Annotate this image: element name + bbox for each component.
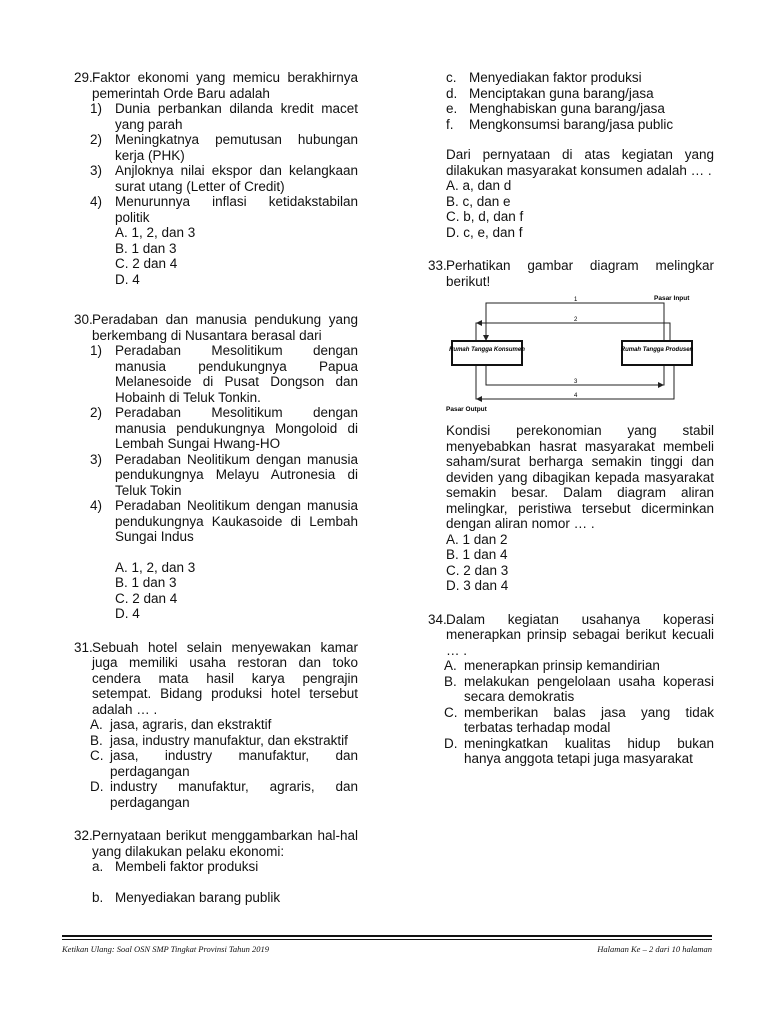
answer-list: [76, 717, 358, 810]
question-number: 34.: [428, 611, 447, 627]
answer-list: [430, 658, 714, 767]
question-number: 32.: [74, 828, 93, 843]
pasar-input-label: Pasar Input: [654, 295, 690, 302]
statement-item: 1) Dunia perbankan dilanda kredit macet yang parah: [90, 101, 358, 132]
answer-option: D. industry manufaktur, agraris, dan perdagangan: [90, 779, 358, 810]
footer-rule-thick: [62, 935, 712, 937]
option-item: A. 1, 2, dan 3: [115, 225, 196, 240]
answer-option: A. jasa, agraris, dan ekstraktif: [90, 717, 272, 732]
question-number: 29.: [74, 70, 93, 85]
question-stem: Perhatikan gambar diagram melingkar berikut!: [446, 258, 714, 289]
circular-flow-diagram: [446, 295, 706, 413]
statement-item: 4) Menurunnya inflasi ketidakstabilan politik: [90, 194, 358, 225]
option-item: B. 1 dan 4: [446, 547, 508, 562]
statement-item: 4) Peradaban Neolitikum dengan manusia pendukungnya Kaukasoide di Lembah Sungai Indus: [90, 498, 358, 544]
option-item: D. c, e, dan f: [446, 224, 523, 240]
question-stem: Dalam kegiatan usahanya koperasi menerapkan prinsip sebagai berikut kecuali … .: [446, 611, 714, 658]
arrow-label-1: 1: [574, 297, 578, 303]
statement-item: 2) Peradaban Mesolitikum dengan manusia pendukungnya Mongoloid di Lembah Sungai Hwang-HO: [90, 405, 358, 451]
answer-option: D. meningkatkan kualitas hidup bukan hanya anggota tetapi juga masyarakat: [444, 735, 714, 766]
pasar-output-label: Pasar Output: [446, 406, 487, 413]
option-list: [430, 532, 714, 594]
option-item: A. a, dan d: [446, 178, 512, 193]
statement-list: [76, 343, 358, 545]
statement-item: a. Membeli faktor produksi: [92, 859, 259, 874]
statement-item: e. Menghabiskan guna barang/jasa: [446, 101, 665, 116]
question-34: [430, 612, 714, 767]
option-item: C. 2 dan 4: [115, 256, 178, 271]
answer-option: A. menerapkan prinsip kemandirian: [444, 658, 660, 673]
option-item: D. 4: [115, 606, 140, 621]
arrow-label-3: 3: [574, 379, 578, 385]
option-list: [76, 225, 358, 287]
answer-option: B. melakukan pengelolaan usaha koperasi secara demokratis: [444, 673, 714, 704]
answer-option: C. memberikan balas jasa yang tidak terbatas terhadap modal: [444, 704, 714, 735]
option-item: B. c, dan e: [446, 193, 511, 209]
statement-list: [430, 70, 714, 132]
option-item: C. b, d, dan f: [446, 209, 524, 224]
box-producer-label: Rumah Tangga Produsen: [620, 347, 694, 353]
statement-list: [76, 859, 358, 905]
option-list: [76, 560, 358, 622]
question-30: [76, 312, 358, 622]
statement-item: 3) Anjloknya nilai ekspor dan kelangkaan surat utang (Letter of Credit): [90, 163, 358, 194]
option-list: [430, 178, 714, 240]
statement-list: [76, 101, 358, 225]
footer-page-number: Halaman Ke – 2 dari 10 halaman: [597, 944, 712, 954]
question-31: [76, 640, 358, 811]
option-item: C. 2 dan 3: [446, 562, 509, 578]
option-item: D. 4: [115, 271, 140, 287]
arrow-label-4: 4: [574, 393, 578, 399]
question-number: 31.: [74, 639, 93, 655]
option-item: D. 3 dan 4: [446, 578, 509, 593]
statement-item: d. Menciptakan guna barang/jasa: [446, 85, 654, 101]
statement-item: 1) Peradaban Mesolitikum dengan manusia pendukungnya Papua Melanesoide di Pusat Dongson dan Hobainh di Teluk Tonkin.: [90, 343, 358, 405]
statement-item: c. Menyediakan faktor produksi: [446, 70, 642, 85]
statement-item: 3) Peradaban Neolitikum dengan manusia pendukungnya Melayu Autronesia di Teluk Tokin: [90, 451, 358, 498]
question-number: 33.: [428, 258, 447, 273]
statement-item: 2) Meningkatnya pemutusan hubungan kerja (PHK): [90, 132, 358, 163]
right-column: [430, 70, 714, 767]
answer-option: B. jasa, industry manufaktur, dan ekstraktif: [90, 732, 348, 748]
question-stem: Faktor ekonomi yang memicu berakhirnya pemerintah Orde Baru adalah: [92, 70, 358, 101]
arrow-label-2: 2: [574, 317, 578, 323]
question-32-continued: [430, 70, 714, 240]
circular-flow-diagram-figure: [446, 295, 706, 413]
answer-option: C. jasa, industry manufaktur, dan perdagangan: [90, 748, 358, 779]
footer-source: Ketikan Ulang: Soal OSN SMP Tingkat Provinsi Tahun 2019: [62, 944, 269, 954]
option-item: B. 1 dan 3: [115, 240, 177, 256]
question-33: [430, 258, 714, 594]
question-stem: Pernyataan berikut menggambarkan hal-hal yang dilakukan pelaku ekonomi:: [92, 828, 358, 859]
footer-rule-thin: [62, 939, 712, 940]
question-text: Dari pernyataan di atas kegiatan yang dilakukan masyarakat konsumen adalah … .: [446, 147, 714, 178]
question-32: [76, 828, 358, 905]
option-item: A. 1, 2, dan 3: [115, 559, 196, 575]
question-stem: Sebuah hotel selain menyewakan kamar juga memiliki usaha restoran dan toko cendera mata hasil karya pengrajin setempat. Bidang produksi hotel tersebut adalah … .: [92, 639, 358, 717]
statement-item: f. Mengkonsumsi barang/jasa public: [446, 116, 674, 132]
option-item: B. 1 dan 3: [115, 575, 177, 590]
box-consumer-label: Rumah Tangga Konsumen: [449, 347, 525, 353]
option-item: A. 1 dan 2: [446, 531, 508, 547]
option-item: C. 2 dan 4: [115, 590, 178, 606]
question-text: Kondisi perekonomian yang stabil menyebabkan hasrat masyarakat membeli saham/surat berharga semakin tinggi dan deviden yang dibagikan kepada masyarakat semakin besar. Dalam diagram aliran melingkar, peristiwa tersebut dicerminkan dengan aliran nomor … .: [446, 423, 714, 531]
left-column: [76, 70, 358, 905]
question-stem: Peradaban dan manusia pendukung yang berkembang di Nusantara berasal dari: [92, 312, 358, 343]
question-29: [76, 70, 358, 287]
statement-item: b. Menyediakan barang publik: [92, 889, 281, 905]
question-number: 30.: [74, 312, 93, 327]
